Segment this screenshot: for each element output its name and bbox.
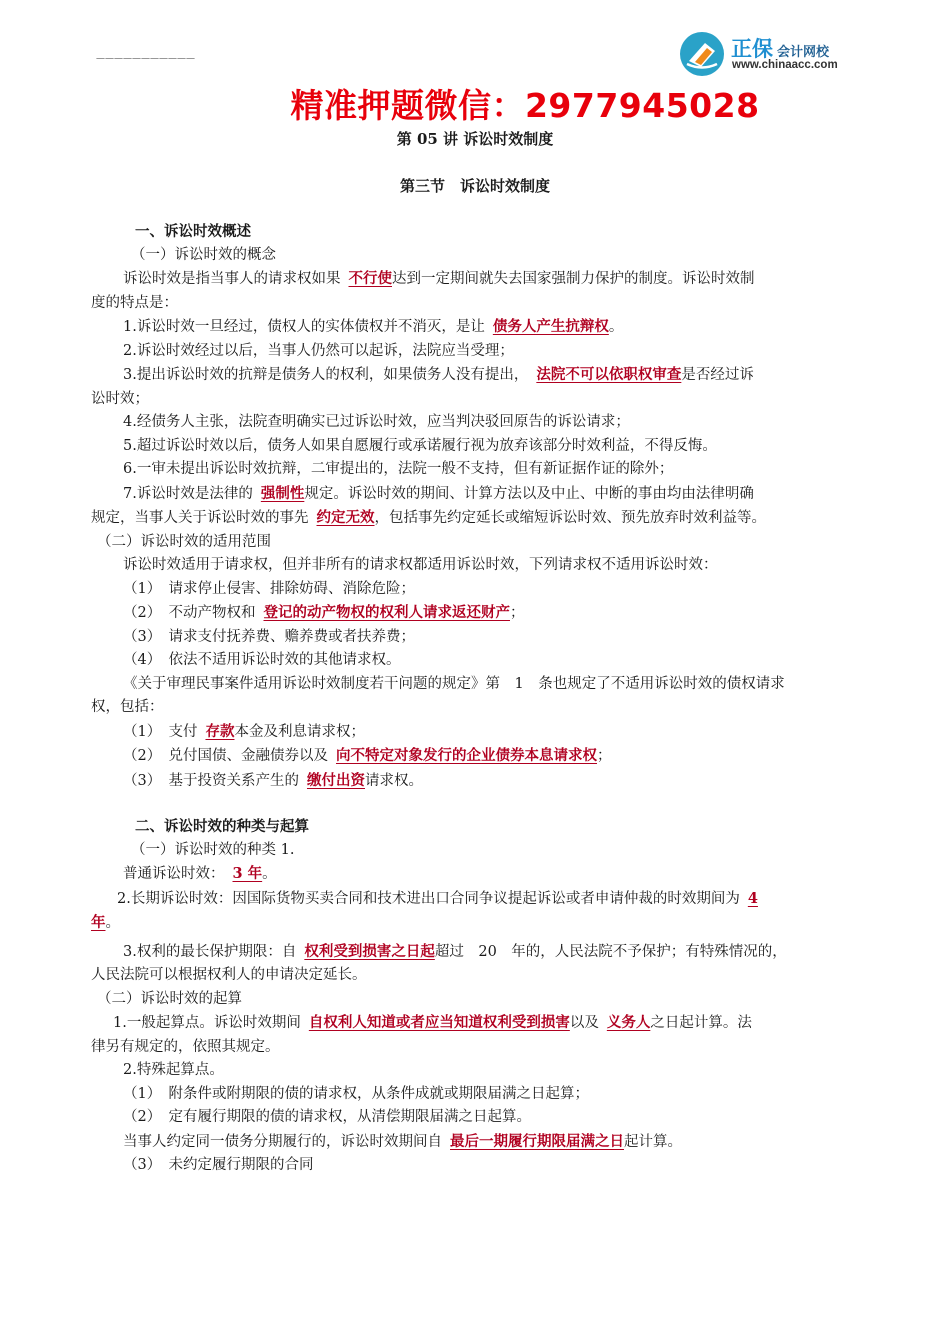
- key-term: 不行使: [348, 270, 392, 287]
- key-term: 义务人: [606, 1014, 651, 1031]
- list-item: （1） 附条件或附期限的债的请求权，从条件成就或期限届满之日起算；: [123, 1085, 589, 1102]
- list-item-cont: 律另有规定的，依照其规定。: [91, 1038, 280, 1055]
- subheading-concept: （一）诉讼时效的概念: [131, 246, 276, 263]
- subheading-scope: （二）诉讼时效的适用范围: [97, 533, 271, 550]
- list-item: 普通诉讼时效： 3 年。: [123, 865, 277, 882]
- list-item: （3） 未约定履行期限的合同: [123, 1157, 314, 1173]
- key-term: 登记的动产物权的权利人请求返还财产: [263, 604, 510, 621]
- key-term: 3 年: [232, 865, 263, 882]
- paragraph-regulation-cont: 权，包括：: [91, 699, 164, 715]
- list-item-cont: 年。: [91, 914, 120, 931]
- list-item: 1.一般起算点。诉讼时效期间 自权利人知道或者应当知道权利受到损害以及 义务人之日起计算。法: [113, 1014, 752, 1031]
- list-item: 2.特殊起算点。: [123, 1062, 224, 1078]
- header-corner-text: ———————————: [96, 54, 195, 64]
- key-term: 最后一期履行期限届满之日: [450, 1132, 624, 1150]
- list-item: 5.超过诉讼时效以后，债务人如果自愿履行或承诺履行视为放弃该部分时效利益，不得反悔。: [123, 437, 717, 454]
- section-title: 第三节 诉讼时效制度: [399, 177, 550, 195]
- brand-logo: [679, 29, 879, 79]
- key-term: 债务人产生抗辩权: [492, 318, 609, 335]
- list-item: （3） 基于投资关系产生的 缴付出资请求权。: [123, 771, 423, 789]
- key-term: 权利受到损害之日起: [304, 942, 435, 960]
- logo-emblem-icon: [679, 31, 725, 77]
- wechat-banner: 精准押题微信：2977945028: [290, 86, 760, 125]
- document-body: [91, 220, 861, 1178]
- lecture-title: 第 05 讲 诉讼时效制度: [396, 130, 554, 148]
- list-item: 4.经债务人主张，法院查明确实已过诉讼时效，应当判决驳回原告的诉讼请求；: [123, 414, 630, 430]
- list-item: 3.权利的最长保护期限：自 权利受到损害之日起超过 20 年的，人民法院不予保护；有特殊情况的，: [123, 942, 787, 960]
- list-item: 6.一审未提出诉讼时效抗辩，二审提出的，法院一般不支持，但有新证据作证的除外；: [123, 461, 674, 477]
- key-term: 存款: [205, 722, 235, 740]
- key-term: 年: [91, 914, 106, 931]
- list-item: 当事人约定同一债务分期履行的，诉讼时效期间自 最后一期履行期限届满之日起计算。: [123, 1132, 682, 1150]
- key-term: 法院不可以依职权审查: [536, 366, 682, 383]
- list-item-cont: 人民法院可以根据权利人的申请决定延长。: [91, 967, 367, 983]
- logo-name-big: 正保: [731, 37, 773, 61]
- heading-types: 二、诉讼时效的种类与起算: [135, 818, 309, 835]
- paragraph-scope: 诉讼时效适用于请求权，但并非所有的请求权都适用诉讼时效，下列请求权不适用诉讼时效：: [123, 557, 718, 573]
- paragraph-regulation: 《关于审理民事案件适用诉讼时效制度若干问题的规定》第 1 条也规定了不适用诉讼时效的债权请求: [123, 675, 785, 692]
- list-item: 1.诉讼时效一旦经过，债权人的实体债权并不消灭，是让 债务人产生抗辩权。: [123, 318, 624, 335]
- subheading-types: （一）诉讼时效的种类 1.: [131, 841, 295, 858]
- list-item-cont: 规定，当事人关于诉讼时效的事先 约定无效，包括事先约定延长或缩短诉讼时效、预先放弃时效利益等。: [91, 509, 766, 526]
- logo-url: www.chinaacc.com: [732, 59, 838, 71]
- paragraph-concept-cont: 度的特点是：: [91, 294, 178, 311]
- key-term: 4: [747, 889, 758, 907]
- list-item: （1） 请求停止侵害、排除妨碍、消除危险；: [123, 580, 415, 597]
- list-item: （2） 不动产物权和 登记的动产物权的权利人请求返还财产；: [123, 604, 525, 621]
- key-term: 约定无效: [316, 509, 375, 526]
- paragraph-concept: 诉讼时效是指当事人的请求权如果 不行使达到一定期间就失去国家强制力保护的制度。诉讼时效制: [123, 270, 755, 287]
- list-item: （2） 定有履行期限的债的请求权，从清偿期限届满之日起算。: [123, 1109, 531, 1125]
- list-item: （2） 兑付国债、金融债券以及 向不特定对象发行的企业债券本息请求权；: [123, 747, 612, 764]
- key-term: 向不特定对象发行的企业债券本息请求权: [335, 747, 597, 764]
- key-term: 强制性: [260, 484, 305, 502]
- list-item: （1） 支付 存款本金及利息请求权；: [123, 722, 365, 740]
- heading-overview: 一、诉讼时效概述: [135, 223, 251, 240]
- list-item: 2.诉讼时效经过以后，当事人仍然可以起诉，法院应当受理；: [123, 342, 514, 359]
- key-term: 自权利人知道或者应当知道权利受到损害: [308, 1014, 570, 1031]
- subheading-start: （二）诉讼时效的起算: [97, 990, 242, 1007]
- list-item: 2.长期诉讼时效：因国际货物买卖合同和技术进出口合同争议提起诉讼或者申请仲裁的时效期间为 4: [117, 889, 758, 907]
- list-item: 3.提出诉讼时效的抗辩是债务人的权利，如果债务人没有提出， 法院不可以依职权审查是否经过诉: [123, 366, 754, 383]
- list-item: 7.诉讼时效是法律的 强制性规定。诉讼时效的期间、计算方法以及中止、中断的事由均由法律明确: [123, 484, 754, 502]
- list-item-cont: 讼时效；: [91, 390, 149, 407]
- logo-name-small: 会计网校: [777, 45, 830, 60]
- list-item: （3） 请求支付抚养费、赡养费或者扶养费；: [123, 628, 415, 645]
- key-term: 缴付出资: [306, 771, 365, 789]
- list-item: （4） 依法不适用诉讼时效的其他请求权。: [123, 652, 401, 668]
